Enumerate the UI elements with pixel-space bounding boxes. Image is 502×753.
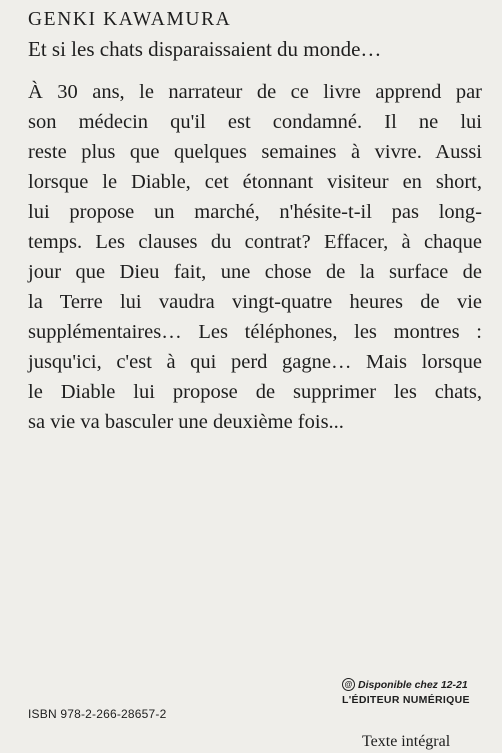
blurb-line: le Diable lui propose de supprimer les chats, xyxy=(28,381,482,403)
publisher-name: L'ÉDITEUR NUMÉRIQUE xyxy=(342,694,470,706)
blurb-line: jusqu'ici, c'est à qui perd gagne… Mais lorsque xyxy=(28,351,482,373)
full-text-label: Texte intégral xyxy=(362,733,451,750)
blurb-line: lorsque le Diable, cet étonnant visiteur en short, xyxy=(28,171,482,193)
book-title: Et si les chats disparaissaient du monde… xyxy=(28,37,382,61)
blurb-line: lui propose un marché, n'hésite-t-il pas long- xyxy=(28,201,482,223)
blurb-line: sa vie va basculer une deuxième fois... xyxy=(28,411,344,433)
publisher-block xyxy=(342,678,470,706)
isbn-number: ISBN 978-2-266-28657-2 xyxy=(28,707,167,721)
availability-line xyxy=(342,678,470,691)
at-sign-icon: @ xyxy=(342,678,355,691)
blurb-line: À 30 ans, le narrateur de ce livre apprend par xyxy=(28,81,482,103)
blurb-line: la Terre lui vaudra vingt-quatre heures de vie xyxy=(28,291,482,313)
blurb-line: supplémentaires… Les téléphones, les montres : xyxy=(28,321,482,343)
author-name: GENKI KAWAMURA xyxy=(28,9,232,30)
blurb-line: son médecin qu'il est condamné. Il ne lui xyxy=(28,111,482,133)
blurb-line: temps. Les clauses du contrat? Effacer, à chaque xyxy=(28,231,482,253)
blurb-line: reste plus que quelques semaines à vivre. Aussi xyxy=(28,141,482,163)
availability-text: Disponible chez 12-21 xyxy=(358,678,468,691)
back-cover-blurb xyxy=(28,77,482,437)
blurb-line: jour que Dieu fait, une chose de la surface de xyxy=(28,261,482,283)
